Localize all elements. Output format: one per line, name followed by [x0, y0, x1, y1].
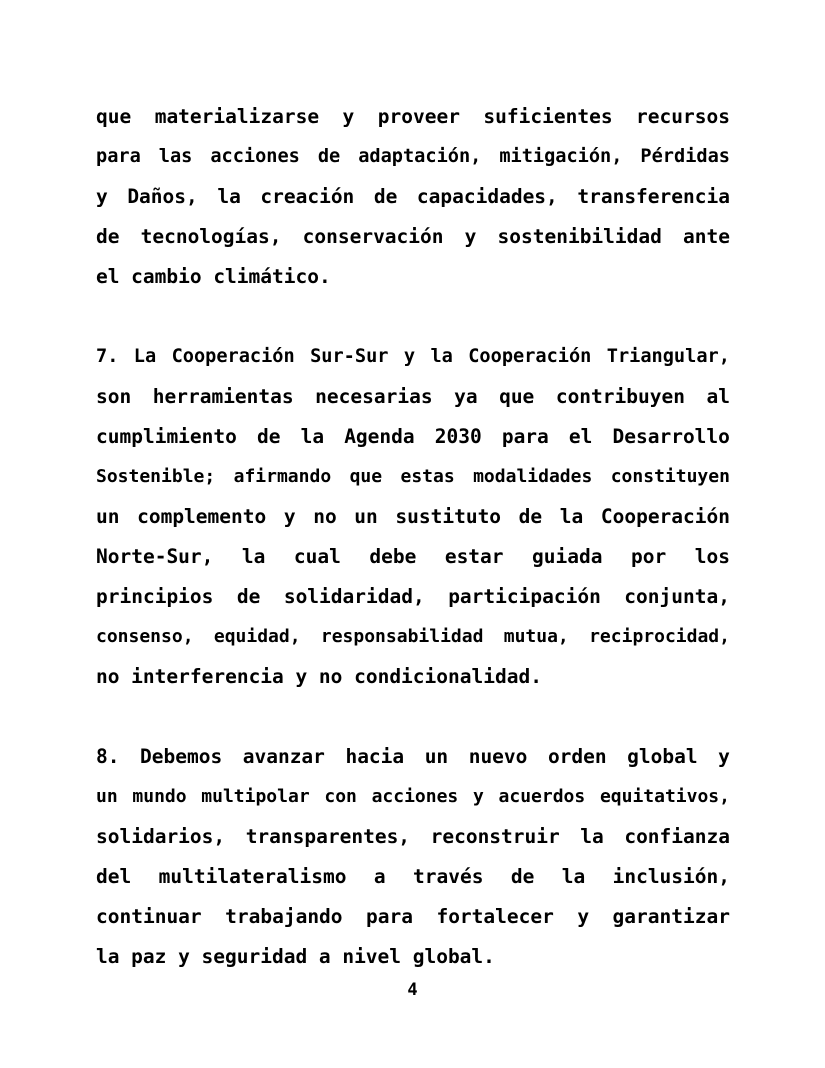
word: que	[499, 384, 535, 408]
word: equidad,	[213, 625, 301, 647]
word: de	[257, 424, 281, 448]
word: de	[317, 145, 341, 167]
word: nuevo	[468, 744, 528, 768]
word: y	[96, 184, 108, 208]
word: contribuyen	[555, 384, 685, 408]
word: conjunta,	[624, 584, 730, 608]
word: la	[559, 504, 584, 528]
word: un	[96, 504, 120, 528]
word: sustituto	[395, 504, 502, 528]
word: para	[366, 904, 413, 928]
word: hacia	[345, 744, 405, 768]
word: modalidades	[473, 465, 593, 487]
word: 7.	[96, 345, 119, 367]
word: Pérdidas	[640, 145, 730, 167]
word: la	[96, 944, 120, 968]
word: fortalecer	[436, 904, 554, 928]
word: y	[403, 345, 416, 367]
word: Norte-Sur,	[96, 544, 214, 568]
text-line	[96, 96, 730, 136]
text-line	[96, 536, 730, 576]
word: un	[424, 744, 449, 768]
word: cambio	[131, 264, 202, 288]
word: de	[518, 504, 543, 528]
paragraph-8	[96, 736, 730, 976]
word: nivel	[342, 944, 402, 968]
text-line	[96, 336, 730, 376]
word: orden	[547, 744, 607, 768]
word: del	[96, 864, 132, 888]
text-line	[96, 576, 730, 616]
word: son	[96, 384, 132, 408]
word: por	[630, 544, 667, 568]
text-line	[96, 736, 730, 776]
word: creación	[260, 184, 355, 208]
word: las	[158, 145, 193, 167]
word: Sur-Sur	[310, 345, 389, 367]
word: solidaridad,	[283, 584, 425, 608]
word: herramientas	[152, 384, 294, 408]
word: multipolar	[201, 785, 310, 807]
word: Daños,	[127, 184, 198, 208]
page-number: 4	[407, 980, 418, 1000]
text-line	[96, 376, 730, 416]
word: materializarse	[154, 104, 320, 128]
word: principios	[96, 584, 214, 608]
text-line	[96, 136, 730, 176]
word: multilateralismo	[158, 864, 347, 888]
word: acciones	[371, 785, 459, 807]
word: la	[241, 544, 266, 568]
word: acciones	[210, 145, 300, 167]
word: no	[318, 664, 343, 688]
word: y	[342, 104, 355, 128]
text-line	[96, 216, 730, 256]
word: participación	[448, 584, 601, 608]
text-line	[96, 256, 730, 296]
word: transferencia	[577, 184, 730, 208]
word: global	[627, 744, 698, 768]
word: trabajando	[225, 904, 343, 928]
word: que	[349, 465, 383, 487]
text-line	[96, 456, 730, 496]
word: y	[472, 785, 484, 807]
word: la	[430, 345, 453, 367]
word: y	[295, 664, 308, 688]
word: acuerdos	[498, 785, 586, 807]
word: La	[133, 345, 157, 367]
word: suficientes	[483, 104, 613, 128]
word: Agenda	[344, 424, 415, 448]
word: un	[96, 785, 118, 807]
word: responsabilidad	[320, 625, 484, 647]
word: Sostenible;	[96, 465, 216, 487]
word: la	[217, 184, 241, 208]
word: ya	[454, 384, 478, 408]
word: el	[568, 424, 593, 448]
text-line	[96, 856, 730, 896]
word: garantizar	[612, 904, 730, 928]
paragraph-continuation	[96, 96, 730, 296]
word: ante	[683, 224, 730, 248]
word: recursos	[636, 104, 730, 128]
word: estar	[444, 544, 504, 568]
word: guiada	[532, 544, 603, 568]
word: los	[694, 544, 730, 568]
word: capacidades,	[416, 184, 558, 208]
word: solidarios,	[96, 824, 226, 848]
word: de	[373, 184, 398, 208]
word: proveer	[377, 104, 460, 128]
word: complemento	[137, 504, 267, 528]
word: conservación	[302, 224, 444, 248]
word: estas	[400, 465, 455, 487]
word: seguridad	[201, 944, 308, 968]
word: adaptación,	[358, 145, 482, 167]
word: debe	[369, 544, 417, 568]
word: cual	[293, 544, 341, 568]
word: constituyen	[610, 465, 730, 487]
word: inclusión,	[612, 864, 730, 888]
word: mundo	[132, 785, 187, 807]
word: de	[236, 584, 261, 608]
word: mutua,	[503, 625, 569, 647]
word: a	[373, 864, 386, 888]
word: y	[464, 224, 477, 248]
word: 8.	[96, 744, 120, 768]
word: a	[318, 944, 331, 968]
word: Desarrollo	[612, 424, 730, 448]
word: no	[96, 664, 120, 688]
word: el	[96, 264, 120, 288]
word: interferencia	[131, 664, 284, 688]
word: reconstruir	[430, 824, 560, 848]
word: la	[561, 864, 586, 888]
word: la	[580, 824, 604, 848]
text-line	[96, 616, 730, 656]
word: consenso,	[96, 625, 194, 647]
word: reciprocidad,	[589, 625, 730, 647]
word: través	[413, 864, 484, 888]
text-line	[96, 656, 730, 696]
word: transparentes,	[245, 824, 411, 848]
word: no	[313, 504, 337, 528]
word: avanzar	[242, 744, 325, 768]
word: de	[510, 864, 535, 888]
word: para	[501, 424, 549, 448]
word: sostenibilidad	[497, 224, 662, 248]
word: la	[300, 424, 325, 448]
word: mitigación,	[499, 145, 623, 167]
word: Cooperación	[468, 345, 592, 367]
text-line	[96, 936, 730, 976]
word: cumplimiento	[96, 424, 237, 448]
text-line	[96, 416, 730, 456]
word: condicionalidad.	[354, 664, 542, 688]
word: paz	[131, 944, 167, 968]
text-line	[96, 776, 730, 816]
text-line	[96, 816, 730, 856]
word: que	[96, 104, 132, 128]
text-line	[96, 896, 730, 936]
word: y	[718, 744, 730, 768]
word: tecnologías,	[140, 224, 282, 248]
word: equitativos,	[599, 785, 730, 807]
word: para	[96, 145, 141, 167]
word: Triangular,	[606, 345, 730, 367]
word: climático.	[213, 264, 331, 288]
word: y	[178, 944, 190, 968]
word: y	[283, 504, 296, 528]
text-line	[96, 176, 730, 216]
word: Cooperación	[171, 345, 295, 367]
word: con	[324, 785, 357, 807]
document-body	[96, 96, 730, 976]
paragraph-7	[96, 336, 730, 696]
text-line	[96, 496, 730, 536]
word: 2030	[434, 424, 482, 448]
word: global.	[412, 944, 495, 968]
word: de	[96, 224, 120, 248]
word: al	[706, 384, 730, 408]
word: y	[577, 904, 590, 928]
word: continuar	[96, 904, 202, 928]
word: un	[354, 504, 378, 528]
word: afirmando	[233, 465, 332, 487]
word: necesarias	[315, 384, 433, 408]
word: Cooperación	[600, 504, 730, 528]
word: confianza	[624, 824, 730, 848]
word: Debemos	[140, 744, 223, 768]
